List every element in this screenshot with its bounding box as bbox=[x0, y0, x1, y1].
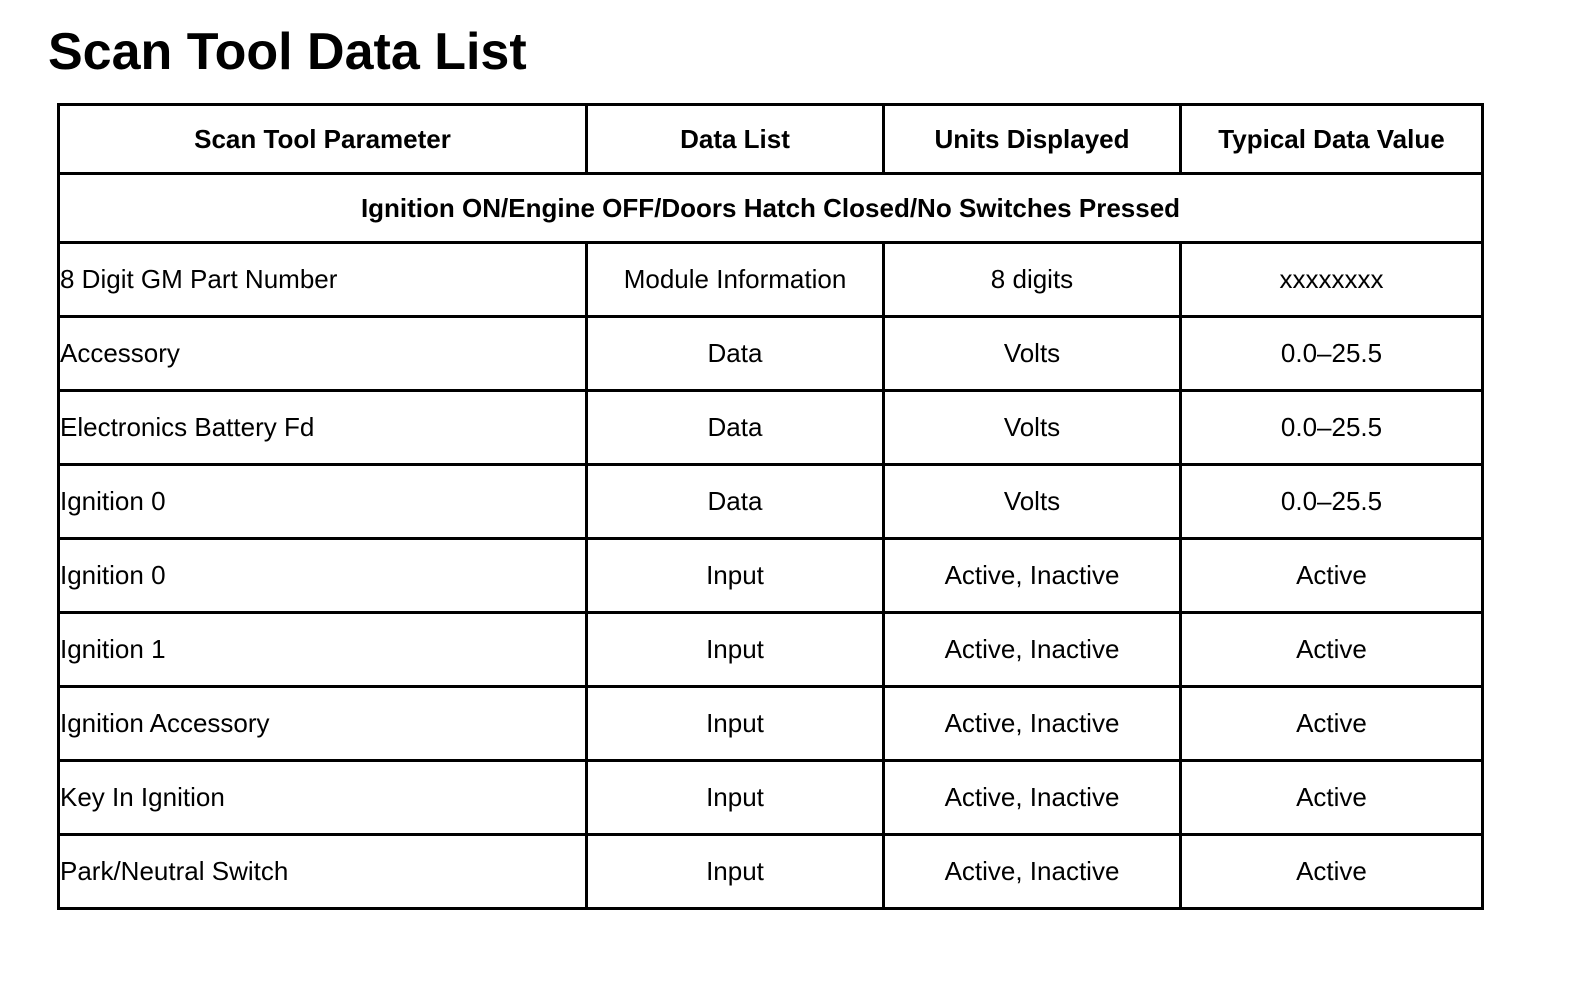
table-row bbox=[59, 465, 1483, 539]
table-row bbox=[59, 761, 1483, 835]
cell-typical-value: Active bbox=[1181, 835, 1483, 909]
page-title: Scan Tool Data List bbox=[48, 23, 527, 81]
cell-units: Volts bbox=[884, 465, 1181, 539]
cell-typical-value: xxxxxxxx bbox=[1181, 243, 1483, 317]
cell-typical-value: Active bbox=[1181, 761, 1483, 835]
cell-units: Active, Inactive bbox=[884, 539, 1181, 613]
cell-parameter: Park/Neutral Switch bbox=[59, 835, 587, 909]
header-typical-data-value: Typical Data Value bbox=[1181, 105, 1483, 174]
cell-data-list: Input bbox=[587, 835, 884, 909]
cell-data-list: Module Information bbox=[587, 243, 884, 317]
cell-data-list: Data bbox=[587, 391, 884, 465]
header-data-list: Data List bbox=[587, 105, 884, 174]
cell-units: Active, Inactive bbox=[884, 835, 1181, 909]
cell-data-list: Input bbox=[587, 539, 884, 613]
cell-units: Active, Inactive bbox=[884, 761, 1181, 835]
table-row bbox=[59, 835, 1483, 909]
table-row bbox=[59, 243, 1483, 317]
cell-typical-value: Active bbox=[1181, 539, 1483, 613]
cell-units: Active, Inactive bbox=[884, 613, 1181, 687]
scan-tool-data-table bbox=[57, 103, 1484, 910]
cell-parameter: Ignition 0 bbox=[59, 465, 587, 539]
cell-data-list: Input bbox=[587, 761, 884, 835]
cell-typical-value: 0.0–25.5 bbox=[1181, 391, 1483, 465]
cell-units: 8 digits bbox=[884, 243, 1181, 317]
header-scan-tool-parameter: Scan Tool Parameter bbox=[59, 105, 587, 174]
cell-typical-value: 0.0–25.5 bbox=[1181, 465, 1483, 539]
cell-typical-value: 0.0–25.5 bbox=[1181, 317, 1483, 391]
cell-parameter: Electronics Battery Fd bbox=[59, 391, 587, 465]
table-row bbox=[59, 539, 1483, 613]
cell-data-list: Data bbox=[587, 465, 884, 539]
table-row bbox=[59, 391, 1483, 465]
cell-typical-value: Active bbox=[1181, 687, 1483, 761]
cell-units: Volts bbox=[884, 391, 1181, 465]
section-row bbox=[59, 174, 1483, 243]
cell-parameter: Accessory bbox=[59, 317, 587, 391]
cell-parameter: Ignition Accessory bbox=[59, 687, 587, 761]
section-condition-label: Ignition ON/Engine OFF/Doors Hatch Closed/No Switches Pressed bbox=[59, 174, 1483, 243]
table-row bbox=[59, 613, 1483, 687]
cell-data-list: Input bbox=[587, 687, 884, 761]
cell-parameter: 8 Digit GM Part Number bbox=[59, 243, 587, 317]
cell-data-list: Input bbox=[587, 613, 884, 687]
header-row bbox=[59, 105, 1483, 174]
cell-parameter: Key In Ignition bbox=[59, 761, 587, 835]
table-row bbox=[59, 687, 1483, 761]
cell-parameter: Ignition 0 bbox=[59, 539, 587, 613]
cell-parameter: Ignition 1 bbox=[59, 613, 587, 687]
cell-units: Volts bbox=[884, 317, 1181, 391]
table-row bbox=[59, 317, 1483, 391]
cell-units: Active, Inactive bbox=[884, 687, 1181, 761]
cell-data-list: Data bbox=[587, 317, 884, 391]
cell-typical-value: Active bbox=[1181, 613, 1483, 687]
header-units-displayed: Units Displayed bbox=[884, 105, 1181, 174]
